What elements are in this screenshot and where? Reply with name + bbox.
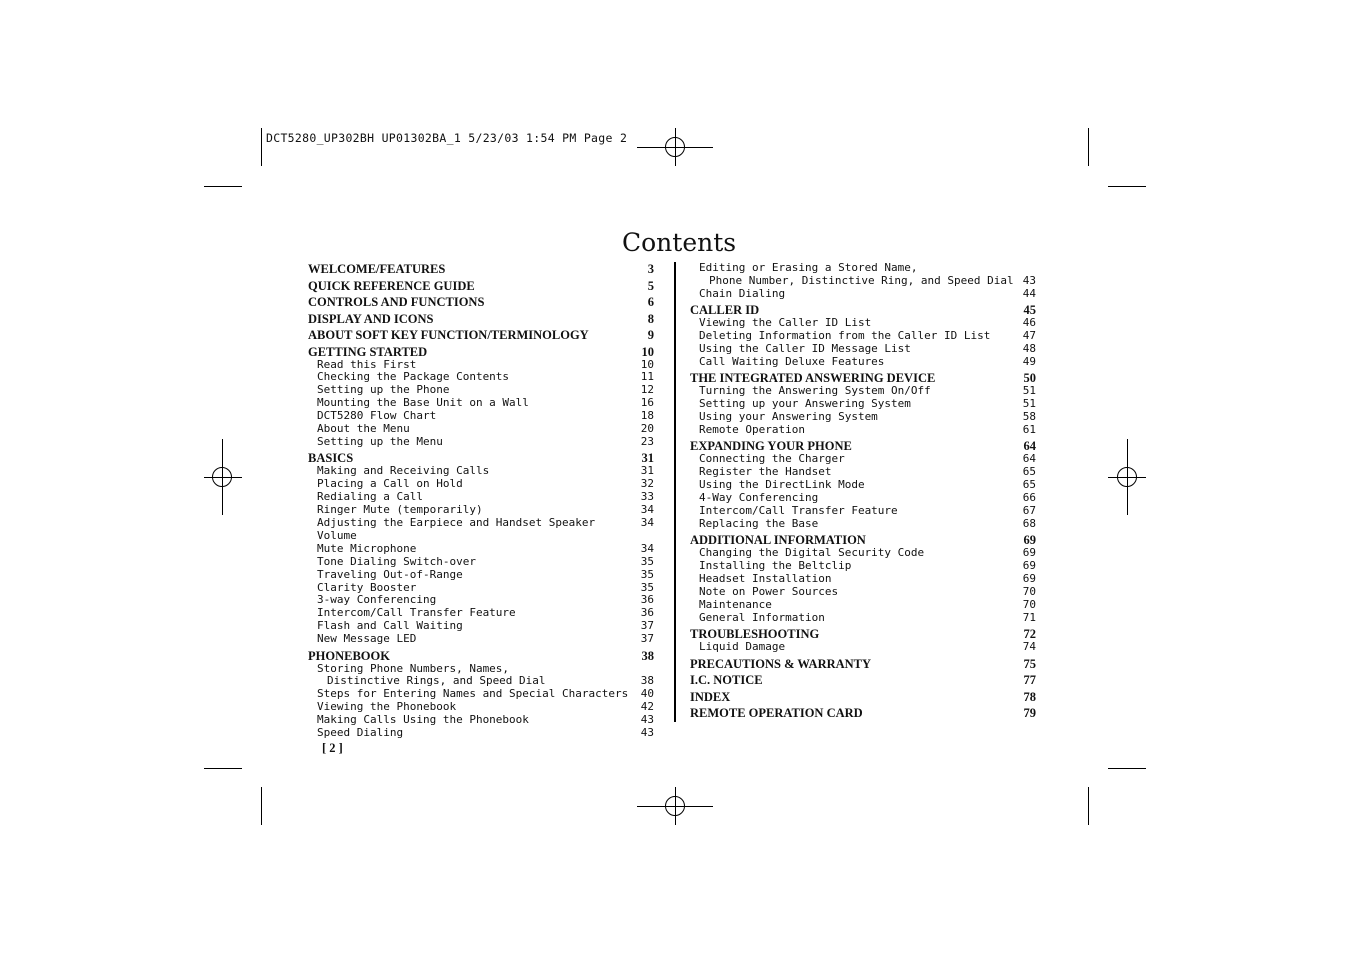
toc-entry-page: 18 bbox=[640, 409, 654, 423]
toc-entry-page: 78 bbox=[1023, 689, 1036, 704]
crop-mark-top-left-horizontal bbox=[204, 186, 242, 187]
toc-section-entry bbox=[308, 649, 654, 663]
toc-entry-page: 10 bbox=[640, 357, 654, 371]
toc-entry-label: Viewing the Phonebook bbox=[317, 700, 457, 714]
toc-subsection-entry bbox=[308, 569, 654, 582]
toc-entry-page: 70 bbox=[1022, 585, 1036, 599]
toc-entry-page: 34 bbox=[640, 503, 654, 517]
toc-entry-page: 45 bbox=[1023, 303, 1036, 318]
toc-entry-page: 64 bbox=[1023, 439, 1036, 454]
crop-mark-bottom-right-vertical bbox=[1088, 787, 1089, 825]
toc-entry-page: 31 bbox=[641, 451, 654, 466]
toc-entry-page: 3 bbox=[647, 262, 654, 276]
toc-entry-page: 69 bbox=[1022, 572, 1036, 586]
toc-entry-label: Intercom/Call Transfer Feature bbox=[699, 504, 898, 518]
toc-entry-label: Tone Dialing Switch-over bbox=[317, 554, 476, 568]
toc-subsection-entry bbox=[690, 275, 1036, 288]
toc-entry-label: BASICS bbox=[308, 451, 354, 466]
toc-entry-label: EXPANDING YOUR PHONE bbox=[690, 439, 852, 454]
toc-entry-label: TROUBLESHOOTING bbox=[690, 627, 820, 642]
toc-entry-label: DISPLAY AND ICONS bbox=[308, 311, 434, 326]
toc-entry-label: Editing or Erasing a Stored Name, bbox=[699, 261, 918, 274]
toc-subsection-entry bbox=[690, 599, 1036, 612]
toc-entry-label: Setting up your Answering System bbox=[699, 397, 911, 411]
toc-entry-page: 8 bbox=[647, 311, 654, 326]
toc-entry-label: Setting up the Phone bbox=[317, 383, 450, 397]
toc-section-entry bbox=[308, 328, 654, 342]
toc-entry-label: I.C. NOTICE bbox=[690, 673, 763, 688]
toc-entry-page: 42 bbox=[640, 700, 654, 714]
toc-entry-label: Note on Power Sources bbox=[699, 585, 839, 599]
toc-entry-page: 9 bbox=[647, 328, 654, 342]
toc-entry-label: Storing Phone Numbers, Names, bbox=[317, 661, 510, 675]
toc-subsection-entry bbox=[690, 288, 1036, 301]
toc-entry-label: Connecting the Charger bbox=[699, 452, 845, 466]
toc-entry-label: Using your Answering System bbox=[699, 410, 878, 424]
toc-section-entry bbox=[308, 451, 654, 465]
toc-entry-label: General Information bbox=[699, 610, 825, 624]
toc-entry-page: 36 bbox=[640, 593, 654, 607]
toc-entry-label: Viewing the Caller ID List bbox=[699, 316, 872, 330]
toc-entry-page: 70 bbox=[1022, 598, 1036, 612]
toc-entry-page: 5 bbox=[647, 278, 654, 293]
toc-entry-page: 33 bbox=[640, 490, 654, 504]
toc-entry-label: Maintenance bbox=[699, 598, 772, 612]
toc-section-entry bbox=[690, 303, 1036, 317]
toc-entry-page: 34 bbox=[640, 515, 654, 529]
toc-section-entry bbox=[308, 262, 654, 276]
toc-entry-page: 23 bbox=[640, 434, 654, 448]
toc-entry-label: Setting up the Menu bbox=[317, 434, 443, 448]
toc-subsection-entry bbox=[690, 343, 1036, 356]
toc-section-entry bbox=[308, 345, 654, 359]
toc-entry-label: INDEX bbox=[690, 689, 731, 704]
toc-entry-label: DCT5280 Flow Chart bbox=[317, 409, 437, 423]
toc-subsection-entry bbox=[308, 727, 654, 740]
toc-entry-page: 69 bbox=[1022, 559, 1036, 573]
crop-mark-bottom-left-horizontal bbox=[204, 768, 242, 769]
toc-entry-page: 74 bbox=[1022, 640, 1036, 654]
toc-entry-page: 64 bbox=[1022, 452, 1036, 466]
toc-subsection-entry bbox=[690, 518, 1036, 531]
toc-section-entry bbox=[690, 657, 1036, 671]
toc-entry-label: CALLER ID bbox=[690, 303, 760, 318]
toc-entry-page: 43 bbox=[640, 726, 654, 740]
toc-entry-label: PHONEBOOK bbox=[308, 648, 390, 663]
toc-section-entry bbox=[690, 533, 1036, 547]
toc-entry-page: 65 bbox=[1022, 478, 1036, 492]
toc-entry-label: Speed Dialing bbox=[317, 726, 404, 740]
toc-entry-label: Making and Receiving Calls bbox=[317, 464, 490, 478]
toc-entry-page: 37 bbox=[640, 619, 654, 633]
toc-entry-label: Headset Installation bbox=[699, 572, 832, 586]
toc-section-entry bbox=[690, 690, 1036, 704]
toc-entry-page: 69 bbox=[1022, 546, 1036, 560]
toc-entry-page: 77 bbox=[1023, 673, 1036, 688]
toc-entry-label: QUICK REFERENCE GUIDE bbox=[308, 278, 475, 293]
toc-entry-page: 16 bbox=[640, 396, 654, 410]
toc-subsection-entry bbox=[308, 436, 654, 449]
page-number: [ 2 ] bbox=[322, 741, 343, 755]
toc-entry-label: Turning the Answering System On/Off bbox=[699, 384, 931, 398]
toc-entry-label: Chain Dialing bbox=[699, 286, 786, 300]
toc-entry-page: 66 bbox=[1022, 491, 1036, 505]
toc-entry-page: 40 bbox=[640, 687, 654, 701]
crop-mark-top-right-vertical bbox=[1088, 128, 1089, 166]
toc-subsection-entry bbox=[308, 423, 654, 436]
toc-entry-label: Read this First bbox=[317, 357, 417, 371]
toc-entry-label: WELCOME/FEATURES bbox=[308, 262, 446, 276]
toc-entry-page: 49 bbox=[1022, 354, 1036, 368]
toc-entry-label: Register the Handset bbox=[699, 465, 832, 479]
toc-entry-label: GETTING STARTED bbox=[308, 344, 428, 359]
toc-entry-page: 34 bbox=[640, 541, 654, 555]
toc-entry-page: 35 bbox=[640, 567, 654, 581]
toc-entry-page: 10 bbox=[641, 344, 654, 359]
toc-entry-page: 20 bbox=[640, 422, 654, 436]
toc-entry-label: Making Calls Using the Phonebook bbox=[317, 713, 529, 727]
toc-entry-page: 31 bbox=[640, 464, 654, 478]
toc-entry-page: 47 bbox=[1022, 329, 1036, 343]
toc-section-entry bbox=[690, 439, 1036, 453]
toc-subsection-entry bbox=[690, 356, 1036, 369]
toc-entry-label: ADDITIONAL INFORMATION bbox=[690, 533, 866, 548]
toc-entry-page: 32 bbox=[640, 477, 654, 491]
toc-entry-page: 36 bbox=[640, 606, 654, 620]
toc-entry-page: 6 bbox=[647, 295, 654, 309]
toc-entry-page: 72 bbox=[1023, 627, 1036, 642]
toc-entry-page: 37 bbox=[640, 632, 654, 646]
crop-mark-bottom-left-vertical bbox=[261, 787, 262, 825]
toc-entry-label: Mute Microphone bbox=[317, 541, 417, 555]
toc-entry-label: 3-way Conferencing bbox=[317, 593, 437, 607]
toc-entry-label: About the Menu bbox=[317, 422, 410, 436]
toc-section-entry bbox=[690, 706, 1036, 720]
toc-entry-page: 38 bbox=[640, 674, 654, 688]
page-title: Contents bbox=[622, 228, 737, 257]
toc-entry-label: 4-Way Conferencing bbox=[699, 491, 819, 505]
toc-entry-page: 51 bbox=[1022, 384, 1036, 398]
toc-entry-label: Phone Number, Distinctive Ring, and Speed Dial bbox=[709, 273, 1014, 287]
toc-entry-page: 12 bbox=[640, 383, 654, 397]
toc-entry-label: Deleting Information from the Caller ID List bbox=[699, 329, 991, 343]
toc-subsection-entry bbox=[308, 517, 654, 543]
toc-subsection-entry bbox=[690, 641, 1036, 654]
crop-mark-bottom-right-horizontal bbox=[1108, 768, 1146, 769]
toc-entry-label: Using the DirectLink Mode bbox=[699, 478, 865, 492]
toc-section-entry bbox=[308, 312, 654, 326]
toc-section-entry bbox=[308, 295, 654, 309]
toc-section-entry bbox=[690, 371, 1036, 385]
toc-subsection-entry bbox=[690, 262, 1036, 275]
toc-entry-label: Steps for Entering Names and Special Characters bbox=[317, 687, 629, 701]
toc-entry-label: REMOTE OPERATION CARD bbox=[690, 706, 863, 721]
toc-entry-label: Liquid Damage bbox=[699, 640, 786, 654]
toc-subsection-entry bbox=[690, 612, 1036, 625]
toc-entry-label: Traveling Out-of-Range bbox=[317, 567, 463, 581]
toc-entry-page: 35 bbox=[640, 554, 654, 568]
toc-entry-label: Changing the Digital Security Code bbox=[699, 546, 925, 560]
toc-section-entry bbox=[308, 279, 654, 293]
toc-entry-label: Using the Caller ID Message List bbox=[699, 342, 911, 356]
toc-entry-label: Intercom/Call Transfer Feature bbox=[317, 606, 516, 620]
toc-entry-page: 71 bbox=[1022, 610, 1036, 624]
toc-subsection-entry bbox=[308, 633, 654, 646]
toc-entry-page: 11 bbox=[640, 370, 654, 384]
column-divider bbox=[674, 262, 676, 722]
toc-entry-page: 79 bbox=[1023, 706, 1036, 721]
toc-entry-page: 50 bbox=[1023, 371, 1036, 386]
toc-entry-label: Placing a Call on Hold bbox=[317, 477, 463, 491]
toc-entry-page: 35 bbox=[640, 580, 654, 594]
print-slug: DCT5280_UP302BH UP01302BA_1 5/23/03 1:54 PM Page 2 bbox=[266, 131, 628, 145]
toc-entry-page: 44 bbox=[1022, 286, 1036, 300]
toc-entry-label: Installing the Beltclip bbox=[699, 559, 852, 573]
toc-entry-page: 46 bbox=[1022, 316, 1036, 330]
toc-entry-page: 58 bbox=[1022, 410, 1036, 424]
toc-subsection-entry bbox=[308, 556, 654, 569]
toc-entry-label: Distinctive Rings, and Speed Dial bbox=[327, 674, 546, 688]
crop-mark-top-left-vertical bbox=[261, 128, 262, 166]
toc-entry-label: New Message LED bbox=[317, 632, 417, 646]
toc-entry-page: 38 bbox=[641, 648, 654, 663]
toc-subsection-entry bbox=[690, 424, 1036, 437]
toc-entry-page: 48 bbox=[1022, 342, 1036, 356]
toc-entry-label: Checking the Package Contents bbox=[317, 370, 510, 384]
toc-subsection-entry bbox=[308, 543, 654, 556]
toc-right-column bbox=[690, 262, 1036, 720]
toc-entry-label: Ringer Mute (temporarily) bbox=[317, 503, 483, 517]
toc-entry-page: 68 bbox=[1022, 517, 1036, 530]
toc-entry-page: 61 bbox=[1022, 423, 1036, 437]
toc-entry-label: Redialing a Call bbox=[317, 490, 423, 504]
toc-entry-label: CONTROLS AND FUNCTIONS bbox=[308, 295, 485, 309]
toc-entry-label: Remote Operation bbox=[699, 423, 805, 437]
toc-entry-page: 69 bbox=[1023, 533, 1036, 548]
toc-left-column bbox=[308, 262, 654, 740]
toc-entry-page: 51 bbox=[1022, 397, 1036, 411]
toc-entry-label: Flash and Call Waiting bbox=[317, 619, 463, 633]
toc-entry-page: 65 bbox=[1022, 465, 1036, 479]
toc-entry-page: 67 bbox=[1022, 504, 1036, 518]
toc-entry-page: 75 bbox=[1023, 656, 1036, 671]
toc-entry-label: PRECAUTIONS & WARRANTY bbox=[690, 656, 872, 671]
toc-entry-label: Replacing the Base bbox=[699, 517, 819, 530]
toc-entry-label: Mounting the Base Unit on a Wall bbox=[317, 396, 529, 410]
toc-section-entry bbox=[690, 673, 1036, 687]
toc-entry-label: THE INTEGRATED ANSWERING DEVICE bbox=[690, 371, 936, 386]
crop-mark-top-right-horizontal bbox=[1108, 186, 1146, 187]
toc-entry-label: Adjusting the Earpiece and Handset Speaker Volume bbox=[317, 515, 596, 542]
toc-entry-label: ABOUT SOFT KEY FUNCTION/TERMINOLOGY bbox=[308, 328, 589, 342]
toc-entry-label: Call Waiting Deluxe Features bbox=[699, 354, 885, 368]
toc-entry-page: 43 bbox=[1022, 273, 1036, 287]
toc-entry-page: 43 bbox=[640, 713, 654, 727]
toc-section-entry bbox=[690, 627, 1036, 641]
toc-entry-label: Clarity Booster bbox=[317, 580, 417, 594]
